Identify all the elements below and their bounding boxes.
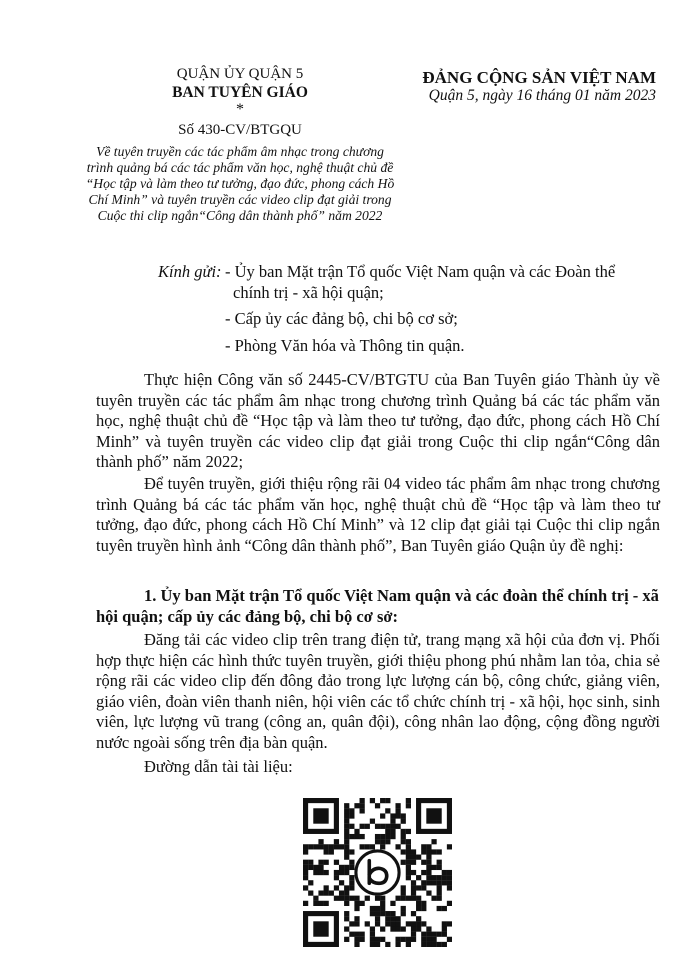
recipient-item: - Phòng Văn hóa và Thông tin quận. <box>225 336 465 355</box>
recipient-item: - Ủy ban Mặt trận Tổ quốc Việt Nam quận và các Đoàn thể <box>225 262 616 281</box>
paragraph-1-text: Thực hiện Công văn số 2445-CV/BTGTU của Ban Tuyên giáo Thành ủy về tuyên truyền các tác phẩm âm nhạc trong chương trình Quảng bá các tác phẩm văn học, nghệ thuật chủ đề “Học tập và làm theo tư tưởng, đạo đức, phong cách Hồ Chí Minh” và tuyên truyền các video clip đạt giải trong Cuộc thi clip ngắn“Công dân thành phố” năm 2022; <box>96 370 660 471</box>
dateline: Quận 5, ngày 16 tháng 01 năm 2023 <box>428 87 656 104</box>
org-line-2: BAN TUYÊN GIÁO <box>172 84 308 101</box>
recipients-label: Kính gửi: <box>158 262 222 281</box>
recipient-item: - Cấp ủy các đảng bộ, chi bộ cơ sở; <box>225 309 458 328</box>
link-label: Đường dẫn tài tài liệu: <box>144 757 293 776</box>
section-heading-1 <box>96 586 660 627</box>
paragraph-3-text: Đăng tải các video clip trên trang điện tử, trang mạng xã hội của đơn vị. Phối hợp thực hiện các hình thức tuyên truyền, giới thiệu phong phú nhằm lan tỏa, chia sẻ rộng rãi các video clip đến đông đảo trong lực lượng cán bộ, công chức, giảng viên, giáo viên, đoàn viên thanh niên, hội viên các tổ chức chính trị - xã hội, học sinh, sinh viên, lực lượng vũ trang (công an, quân đội), công nhân lao động, cộng đồng người nước ngoài sống trên địa bàn quận. <box>96 630 660 752</box>
org-star: * <box>236 101 244 118</box>
paragraph-2 <box>96 474 660 556</box>
party-title: ĐẢNG CỘNG SẢN VIỆT NAM <box>422 68 656 87</box>
doc-number: Số 430-CV/BTGQU <box>178 122 302 138</box>
paragraph-2-text: Để tuyên truyền, giới thiệu rộng rãi 04 video tác phẩm âm nhạc trong chương trình Quảng bá các tác phẩm văn học, nghệ thuật chủ đề “Học tập và làm theo tư tưởng, đạo đức, phong cách Hồ Chí Minh” và 12 clip đạt giải tại Cuộc thi clip ngắn tuyên truyền hình ảnh “Công dân thành phố”, Ban Tuyên giáo Quận ủy đề nghị: <box>96 474 660 555</box>
section-heading-1-text: 1. Ủy ban Mặt trận Tổ quốc Việt Nam quận và các đoàn thể chính trị - xã hội quận; cấp ủy các đảng bộ, chi bộ cơ sở: <box>96 586 659 626</box>
qr-code-icon[interactable] <box>303 798 452 947</box>
doc-subject: Về tuyên truyền các tác phẩm âm nhạc trong chương trình quảng bá các tác phẩm văn học, nghệ thuật chủ đề “Học tập và làm theo tư tưởng, đạo đức, phong cách Hồ Chí Minh” và tuyên truyền các video clip đạt giải trong Cuộc thi clip ngắn“Công dân thành phố” năm 2022 <box>85 144 395 223</box>
paragraph-3 <box>96 630 660 753</box>
org-line-1: QUẬN ỦY QUẬN 5 <box>176 66 304 82</box>
recipient-item: chính trị - xã hội quận; <box>233 283 384 302</box>
paragraph-1 <box>96 370 660 473</box>
